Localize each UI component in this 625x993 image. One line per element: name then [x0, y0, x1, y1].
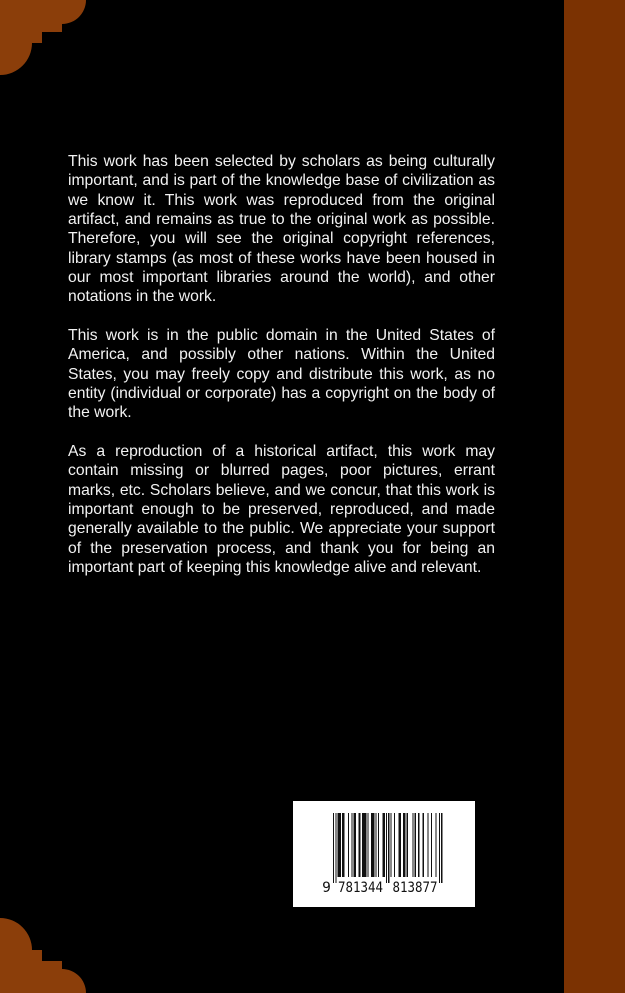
corner-ornament-top-left [0, 0, 87, 76]
paragraph-public-domain-note: This work is in the public domain in the United States of America, and possibly other nations. Within the United States, you may freely copy and distribute this work, as no entity (individual or corporate) has a copyright on the body of the work. [68, 326, 495, 422]
paragraph-preservation-note: As a reproduction of a historical artifact, this work may contain missing or blurred pages, poor pictures, errant marks, etc. Scholars believe, and we concur, that this work is important enough to be preserved, reproduced, and made generally available to the public. We appreciate your support of the preservation process, and thank you for being an important part of keeping this knowledge alive and relevant. [68, 442, 495, 576]
description-text-block [68, 152, 495, 597]
barcode [293, 801, 475, 907]
barcode-digits-right: 813877 [392, 880, 438, 896]
corner-ornament-shape [0, 0, 86, 75]
right-border-band [564, 0, 625, 993]
paragraph-reproduction-note: This work has been selected by scholars as being culturally important, and is part of the knowledge base of civilization as we know it. This work was reproduced from the original artifact, and remains as true to the original work as possible. Therefore, you will see the original copyright references, library stamps (as most of these works have been housed in our most important libraries around the world), and other notations in the work. [68, 153, 495, 306]
barcode-panel [293, 801, 475, 907]
barcode-digits-left: 781344 [338, 880, 384, 896]
barcode-digit-prefix: 9 [322, 880, 331, 896]
barcode-bars [333, 813, 442, 883]
corner-ornament-shape [0, 918, 86, 993]
corner-ornament-bottom-left [0, 917, 87, 993]
